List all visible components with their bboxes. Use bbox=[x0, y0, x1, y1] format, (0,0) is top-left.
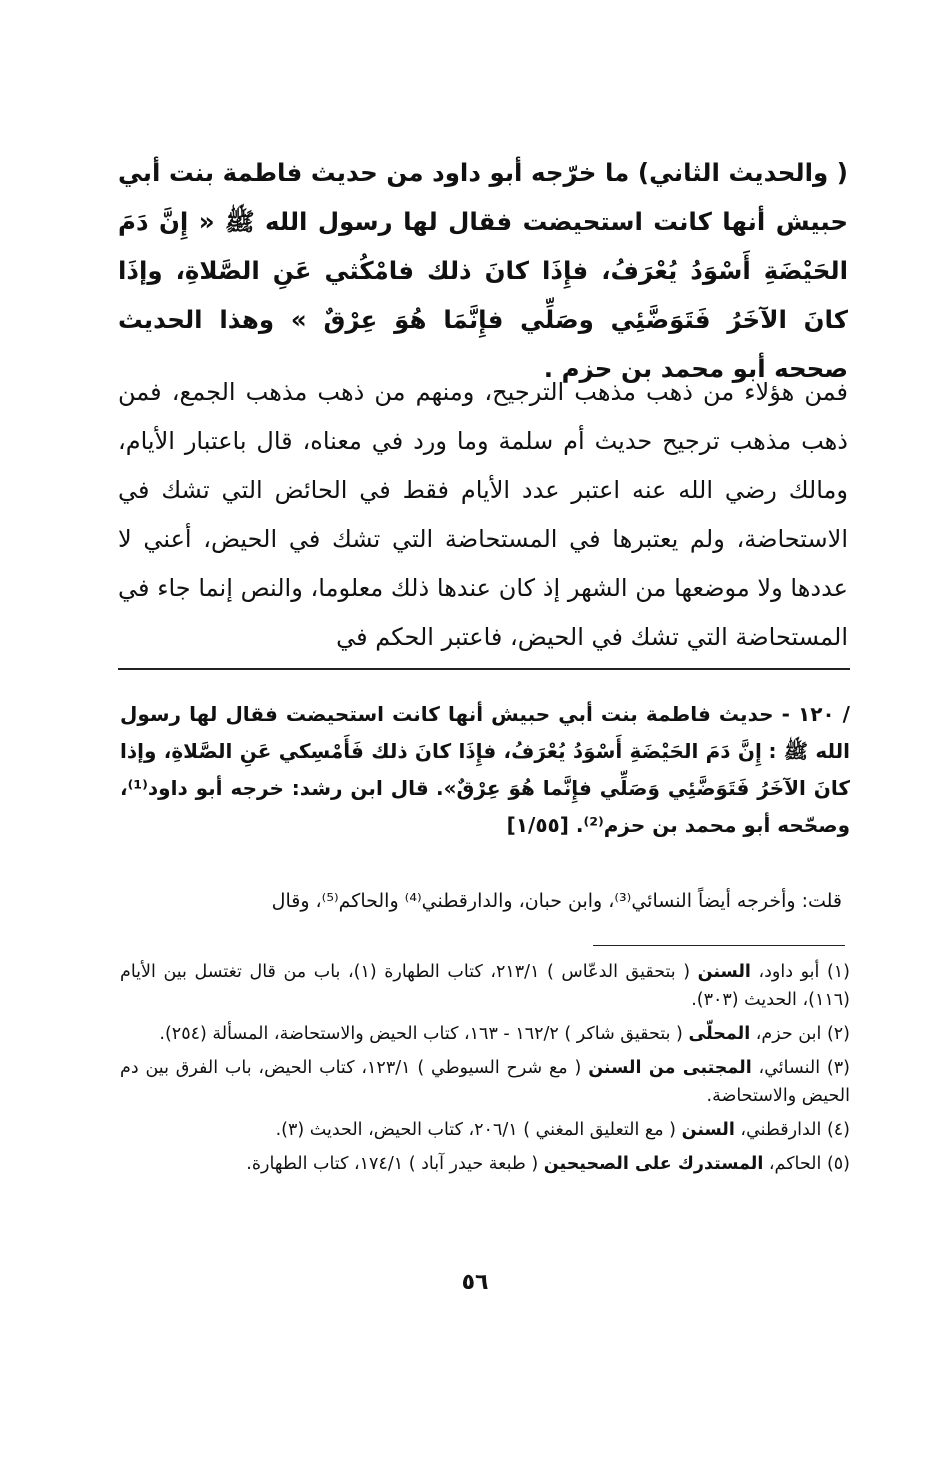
hadith-note-rest: قال ابن رشد: خرجه أبو داود⁽¹⁾، وصحّحه أبو محمد بن حزم⁽²⁾. [١/٥٥] bbox=[120, 776, 850, 837]
footnote-details: ( مع شرح السيوطي ) ١٢٣/١، كتاب الحيض، باب الفرق بين دم الحيض والاستحاضة. bbox=[120, 1058, 850, 1106]
qult-paragraph: قلت: وأخرجه أيضاً النسائي⁽³⁾، وابن حبان، والدارقطني⁽⁴⁾ والحاكم⁽⁵⁾، وقال bbox=[271, 890, 842, 912]
hadith-note-lead: / ١٢٠ - حديث فاطمة بنت أبي حبيش أنها كانت استحيضت فقال لها رسول الله ﷺ : bbox=[120, 702, 850, 763]
footnote-author: الحاكم، bbox=[763, 1154, 822, 1174]
footnote-author: ابن حزم، bbox=[750, 1024, 822, 1044]
footnote-details: ( طبعة حيدر آباد ) ١٧٤/١، كتاب الطهارة. bbox=[246, 1154, 544, 1174]
footnote-number: (٤) bbox=[826, 1120, 850, 1140]
hadith-commentary-note bbox=[120, 696, 850, 844]
footnote-details: ( بتحقيق الدعّاس ) ٢١٣/١، كتاب الطهارة (١)، باب من قال تغتسل بين الأيام (١١٦)، الحديث (٣٠٣). bbox=[120, 962, 850, 1010]
footnote-number: (٣) bbox=[826, 1058, 850, 1078]
footnote-number: (١) bbox=[826, 962, 850, 982]
footnote-title: السنن bbox=[681, 1120, 735, 1140]
footnote-details: ( مع التعليق المغني ) ٢٠٦/١، كتاب الحيض، الحديث (٣). bbox=[275, 1120, 682, 1140]
footnote-5 bbox=[120, 1150, 850, 1178]
footnote-3 bbox=[120, 1054, 850, 1110]
footnote-author: النسائي، bbox=[751, 1058, 821, 1078]
footnote-title: السنن bbox=[697, 962, 751, 982]
main-paragraph-2-text: فمن هؤلاء من ذهب مذهب الترجيح، ومنهم من ذهب مذهب الجمع، فمن ذهب مذهب ترجيح حديث أم سلمة وما ورد في معناه، قال باعتبار الأيام، ومالك رضي الله عنه اعتبر عدد الأيام فقط في الحائض التي تشك في الاستحاضة، ولم يعتبرها في المستحاضة التي تشك في الحيض، أعني لا عددها ولا موضعها من الشهر إذ كان عندها ذلك معلوما، والنص إنما جاء في المستحاضة التي تشك في الحيض، فاعتبر الحكم في bbox=[118, 378, 848, 651]
footnote-title: المستدرك على الصحيحين bbox=[543, 1154, 764, 1174]
footnote-divider bbox=[593, 945, 845, 946]
footnote-title: المحلّى bbox=[688, 1024, 751, 1044]
footnote-author: الدارقطني، bbox=[734, 1120, 822, 1140]
footnote-1 bbox=[120, 958, 850, 1014]
footnotes bbox=[120, 958, 850, 1184]
footnote-number: (٥) bbox=[826, 1154, 850, 1174]
footnote-title: المجتبى من السنن bbox=[588, 1058, 752, 1078]
footnote-details: ( بتحقيق شاكر ) ١٦٢/٢ - ١٦٣، كتاب الحيض والاستحاضة، المسألة (٢٥٤). bbox=[159, 1024, 689, 1044]
footnote-author: أبو داود، bbox=[750, 962, 820, 982]
footnote-4 bbox=[120, 1116, 850, 1144]
main-paragraph-discussion bbox=[118, 368, 848, 662]
footnote-number: (٢) bbox=[826, 1024, 850, 1044]
page-number: ٥٦ bbox=[461, 1270, 489, 1295]
footnote-2 bbox=[120, 1020, 850, 1048]
hadith-note-quote: إِنَّ دَمَ الحَيْضَةِ أَسْوَدُ يُعْرَفُ، فإِذَا كانَ ذلك فَأَمْسِكي عَنِ الصَّلاةِ، وإذا كانَ الآخَرُ فَتَوَضَّئِي وَصَلِّي فإِنَّما هُوَ عِرْقٌ». bbox=[120, 739, 851, 800]
main-text-divider bbox=[118, 668, 850, 670]
main-paragraph-hadith bbox=[118, 148, 848, 393]
main-paragraph-1-text: ( والحديث الثاني) ما خرّجه أبو داود من حديث فاطمة بنت أبي حبيش أنها كانت استحيضت فقال لها رسول الله ﷺ « إِنَّ دَمَ الحَيْضَةِ أَسْوَدُ يُعْرَفُ، فإِذَا كانَ ذلك فامْكُثي عَنِ الصَّلاةِ، وإذَا كانَ الآخَرُ فَتَوَضَّئِي وصَلِّي فإِنَّمَا هُوَ عِرْقٌ » وهذا الحديث صححه أبو محمد بن حزم . bbox=[118, 158, 848, 383]
